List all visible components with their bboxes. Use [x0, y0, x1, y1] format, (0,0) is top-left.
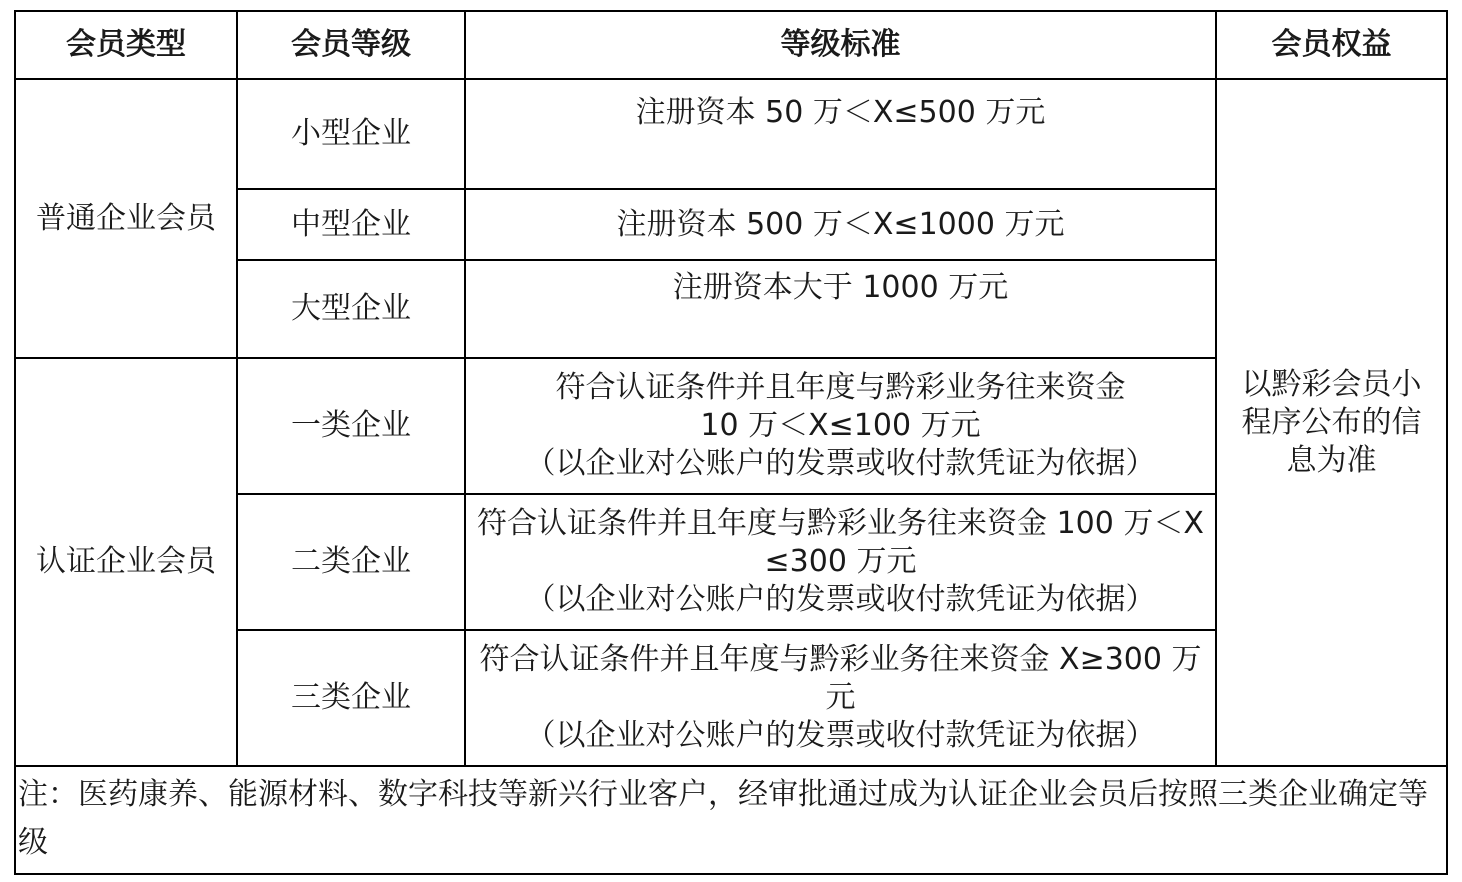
standard-line: （以企业对公账户的发票或收付款凭证为依据） — [525, 582, 1156, 617]
standard-line: （以企业对公账户的发票或收付款凭证为依据） — [525, 446, 1156, 481]
header-level-standard: 等级标准 — [465, 11, 1216, 79]
header-member-type: 会员类型 — [15, 11, 237, 79]
standard-cell — [465, 79, 1216, 189]
standard-cell — [465, 189, 1216, 260]
level-cell: 中型企业 — [237, 189, 465, 260]
standard-cell — [465, 630, 1216, 766]
header-row — [15, 11, 1447, 79]
standard-cell — [465, 358, 1216, 494]
standard-line: 10 万＜X≤100 万元 — [700, 408, 981, 443]
standard-cell — [465, 260, 1216, 358]
level-cell: 大型企业 — [237, 260, 465, 358]
note-row — [15, 766, 1447, 874]
standard-line: 注册资本 50 万＜X≤500 万元 — [635, 95, 1046, 130]
standard-line: （以企业对公账户的发票或收付款凭证为依据） — [525, 718, 1156, 753]
header-member-benefit: 会员权益 — [1216, 11, 1447, 79]
member-type-regular: 普通企业会员 — [15, 79, 237, 358]
standard-line: 符合认证条件并且年度与黔彩业务往来资金 — [555, 370, 1126, 405]
table-row — [15, 79, 1447, 189]
level-cell: 二类企业 — [237, 494, 465, 630]
footnote: 注：医药康养、能源材料、数字科技等新兴行业客户，经审批通过成为认证企业会员后按照三类企业确定等级 — [15, 766, 1447, 874]
standard-line: 符合认证条件并且年度与黔彩业务往来资金 100 万＜X≤300 万元 — [477, 506, 1204, 579]
level-cell: 三类企业 — [237, 630, 465, 766]
membership-table-wrapper — [14, 10, 1448, 875]
standard-line: 符合认证条件并且年度与黔彩业务往来资金 X≥300 万元 — [479, 642, 1202, 715]
member-type-certified: 认证企业会员 — [15, 358, 237, 766]
standard-cell — [465, 494, 1216, 630]
header-member-level: 会员等级 — [237, 11, 465, 79]
level-cell: 小型企业 — [237, 79, 465, 189]
membership-table — [14, 10, 1448, 875]
member-benefit-cell: 以黔彩会员小程序公布的信息为准 — [1216, 79, 1447, 766]
level-cell: 一类企业 — [237, 358, 465, 494]
standard-line: 注册资本大于 1000 万元 — [672, 270, 1009, 305]
standard-line: 注册资本 500 万＜X≤1000 万元 — [616, 206, 1065, 242]
